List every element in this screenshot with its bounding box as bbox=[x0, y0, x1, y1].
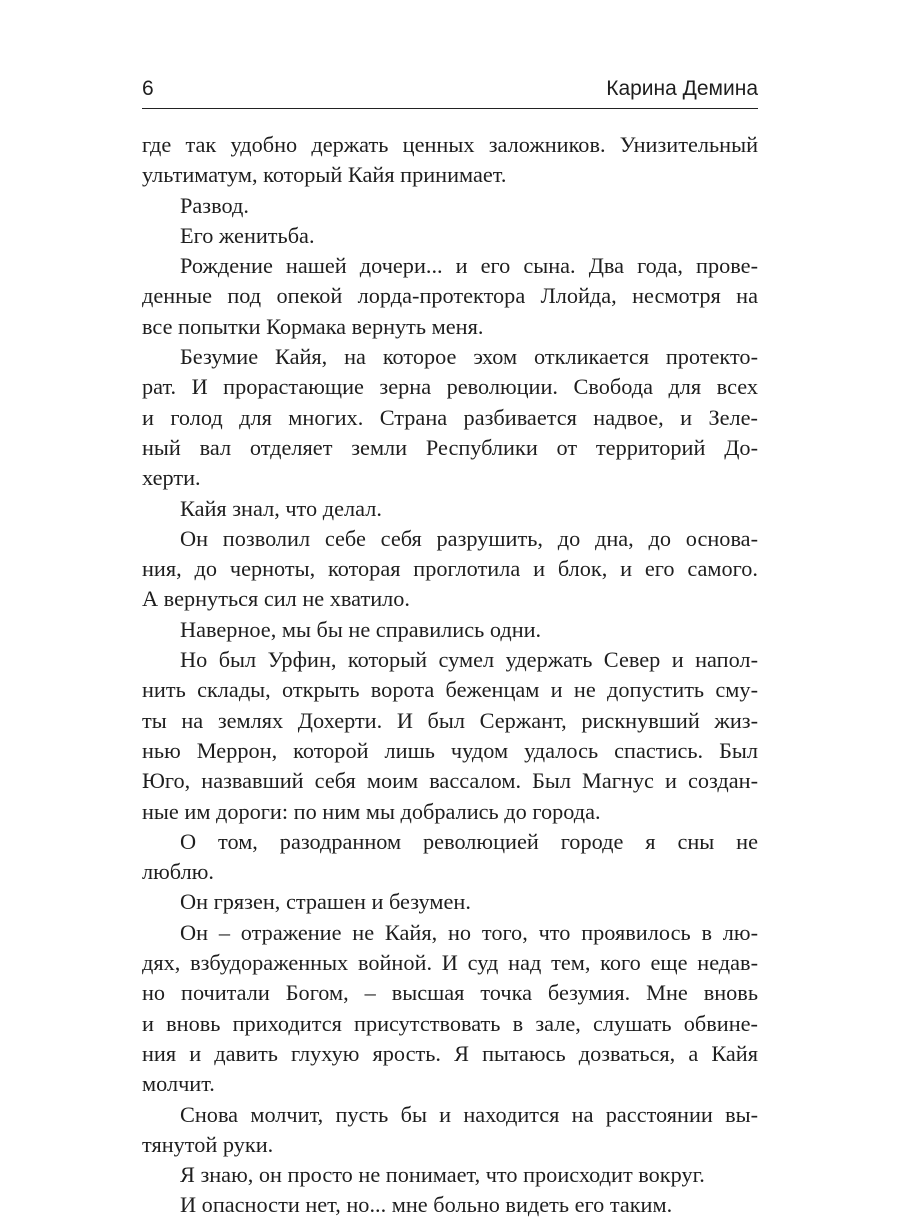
text-line: Развод. bbox=[180, 192, 249, 218]
running-header bbox=[142, 72, 758, 109]
text-line: Я знаю, он просто не понимает, что происходит вокруг. bbox=[180, 1162, 705, 1188]
text-line: нить склады, открыть ворота беженцам и не допустить сму- bbox=[142, 677, 758, 703]
text-line: Рождение нашей дочери... и его сына. Два года, прове- bbox=[180, 253, 758, 279]
text-line: А вернуться сил не хватило. bbox=[142, 586, 410, 612]
text-line: Снова молчит, пусть бы и находится на расстоянии вы- bbox=[180, 1101, 758, 1127]
text-line: Он позволил себе себя разрушить, до дна, до основа- bbox=[180, 525, 758, 551]
text-line: нью Меррон, которой лишь чудом удалось спастись. Был bbox=[142, 737, 758, 763]
text-line: Его женитьба. bbox=[180, 222, 315, 248]
author-name: Карина Демина bbox=[606, 77, 758, 100]
text-line: молчит. bbox=[142, 1071, 215, 1097]
body-text bbox=[142, 130, 758, 1221]
text-line: И опасности нет, но... мне больно видеть его таким. bbox=[180, 1192, 673, 1218]
text-line: денные под опекой лорда-протектора Ллойда, несмотря на bbox=[142, 283, 758, 309]
text-line: все попытки Кормака вернуть меня. bbox=[142, 313, 484, 339]
text-line: Наверное, мы бы не справились одни. bbox=[180, 616, 542, 642]
page-number: 6 bbox=[142, 77, 154, 100]
text-line: Он – отражение не Кайя, но того, что проявилось в лю- bbox=[180, 919, 758, 945]
text-line: херти. bbox=[142, 465, 201, 491]
text-line: дях, взбудораженных войной. И суд над тем, кого еще недав- bbox=[142, 950, 758, 976]
text-line: люблю. bbox=[142, 859, 214, 885]
text-line: и голод для многих. Страна разбивается надвое, и Зеле- bbox=[142, 404, 758, 430]
text-line: Безумие Кайя, на которое эхом откликается протекто- bbox=[180, 344, 758, 370]
text-line: О том, разодранном революцией городе я сны не bbox=[180, 828, 758, 854]
text-line: Кайя знал, что делал. bbox=[180, 495, 382, 521]
text-line: ты на землях Дохерти. И был Сержант, рискнувший жиз- bbox=[142, 707, 758, 733]
text-line: ультиматум, который Кайя принимает. bbox=[142, 162, 507, 188]
text-line: ные им дороги: по ним мы добрались до города. bbox=[142, 798, 601, 824]
text-line: ный вал отделяет земли Республики от территорий До- bbox=[142, 434, 758, 460]
text-line: ния, до черноты, которая проглотила и блок, и его самого. bbox=[142, 556, 758, 582]
text-line: Но был Урфин, который сумел удержать Север и напол- bbox=[180, 647, 758, 673]
text-line: ния и давить глухую ярость. Я пытаюсь дозваться, а Кайя bbox=[142, 1040, 758, 1066]
text-line: Он грязен, страшен и безумен. bbox=[180, 889, 471, 915]
text-line: и вновь приходится присутствовать в зале, слушать обвине- bbox=[142, 1010, 758, 1036]
text-line: где так удобно держать ценных заложников. Унизительный bbox=[142, 132, 758, 157]
text-line: тянутой руки. bbox=[142, 1131, 274, 1157]
text-line: но почитали Богом, – высшая точка безумия. Мне вновь bbox=[142, 980, 758, 1006]
text-line: Юго, назвавший себя моим вассалом. Был Магнус и создан- bbox=[142, 768, 758, 794]
text-line: рат. И прорастающие зерна революции. Свобода для всех bbox=[142, 374, 758, 400]
